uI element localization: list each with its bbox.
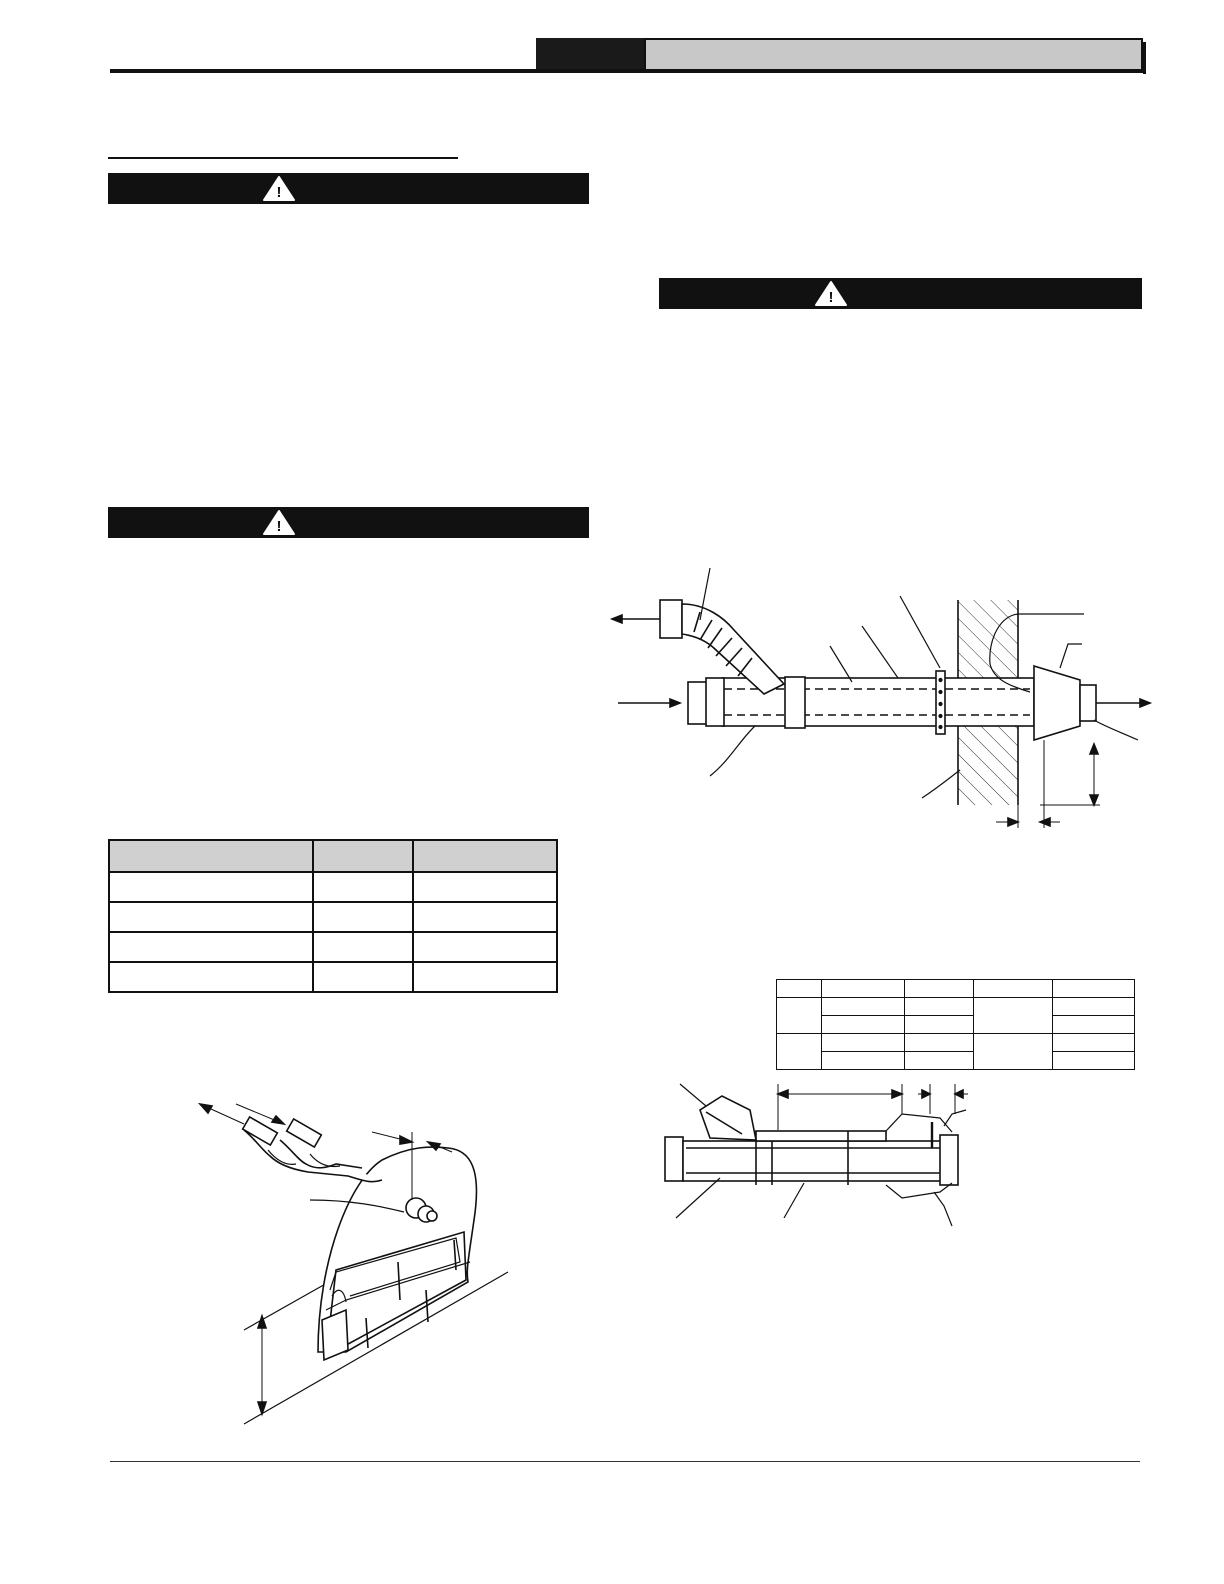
table-row [109,872,557,902]
table-cell [777,998,822,1034]
table-row [109,932,557,962]
table-cell [905,1034,974,1052]
table-cell [905,980,974,998]
table-header-row [109,840,557,872]
table-cell [1053,1034,1135,1052]
table-cell [109,932,313,962]
table-cell [822,980,905,998]
table-cell [1053,1016,1135,1034]
table-row [777,1016,1135,1034]
table-cell [413,932,557,962]
table-cell [413,962,557,992]
table-cell [822,1052,905,1070]
table-cell [109,902,313,932]
vent-length-table [108,839,558,993]
table-row [777,998,1135,1016]
table-row [109,962,557,992]
table-row [777,1034,1135,1052]
table-cell [109,872,313,902]
table-cell [1053,980,1135,998]
table-cell [905,1052,974,1070]
concentric-vent-wall-diagram [600,560,1160,830]
header-title-bar [644,38,1143,71]
warning-triangle-icon [263,510,295,535]
warning-banner-2 [108,507,589,538]
table-cell [1053,998,1135,1016]
header-shadow [1143,42,1146,74]
table-row [777,1052,1135,1070]
table-cell [1053,1052,1135,1070]
table-cell [313,932,413,962]
warning-triangle-icon [263,176,295,201]
warning-triangle-icon [815,281,847,306]
table-cell [905,998,974,1016]
table-cell [822,998,905,1016]
table-cell [413,902,557,932]
warning-banner-1 [108,173,589,204]
table-cell [905,1016,974,1034]
header-section-tab [536,38,644,71]
header-rule [110,69,1143,73]
table-row [777,980,1135,998]
table-cell [313,962,413,992]
table-cell [109,962,313,992]
table-cell [822,1016,905,1034]
table-header-cell [313,840,413,872]
warning-symbol: ! [276,518,282,535]
table-cell [777,980,822,998]
warning-banner-3 [659,278,1142,309]
table-cell [974,998,1053,1034]
warning-symbol: ! [828,289,834,306]
table-cell [313,872,413,902]
table-cell [313,902,413,932]
table-cell [822,1034,905,1052]
vent-kit-side-diagram [660,1075,980,1235]
table-cell [974,980,1053,998]
sidewall-vent-house-diagram [195,1095,515,1435]
table-header-cell [413,840,557,872]
table-cell [413,872,557,902]
table-row [109,902,557,932]
section-heading-underline [108,157,458,159]
table-cell [777,1034,822,1070]
table-header-cell [109,840,313,872]
warning-symbol: ! [276,184,282,201]
footer-rule [110,1461,1140,1462]
vent-kit-table [776,979,1135,1070]
table-cell [974,1034,1053,1070]
